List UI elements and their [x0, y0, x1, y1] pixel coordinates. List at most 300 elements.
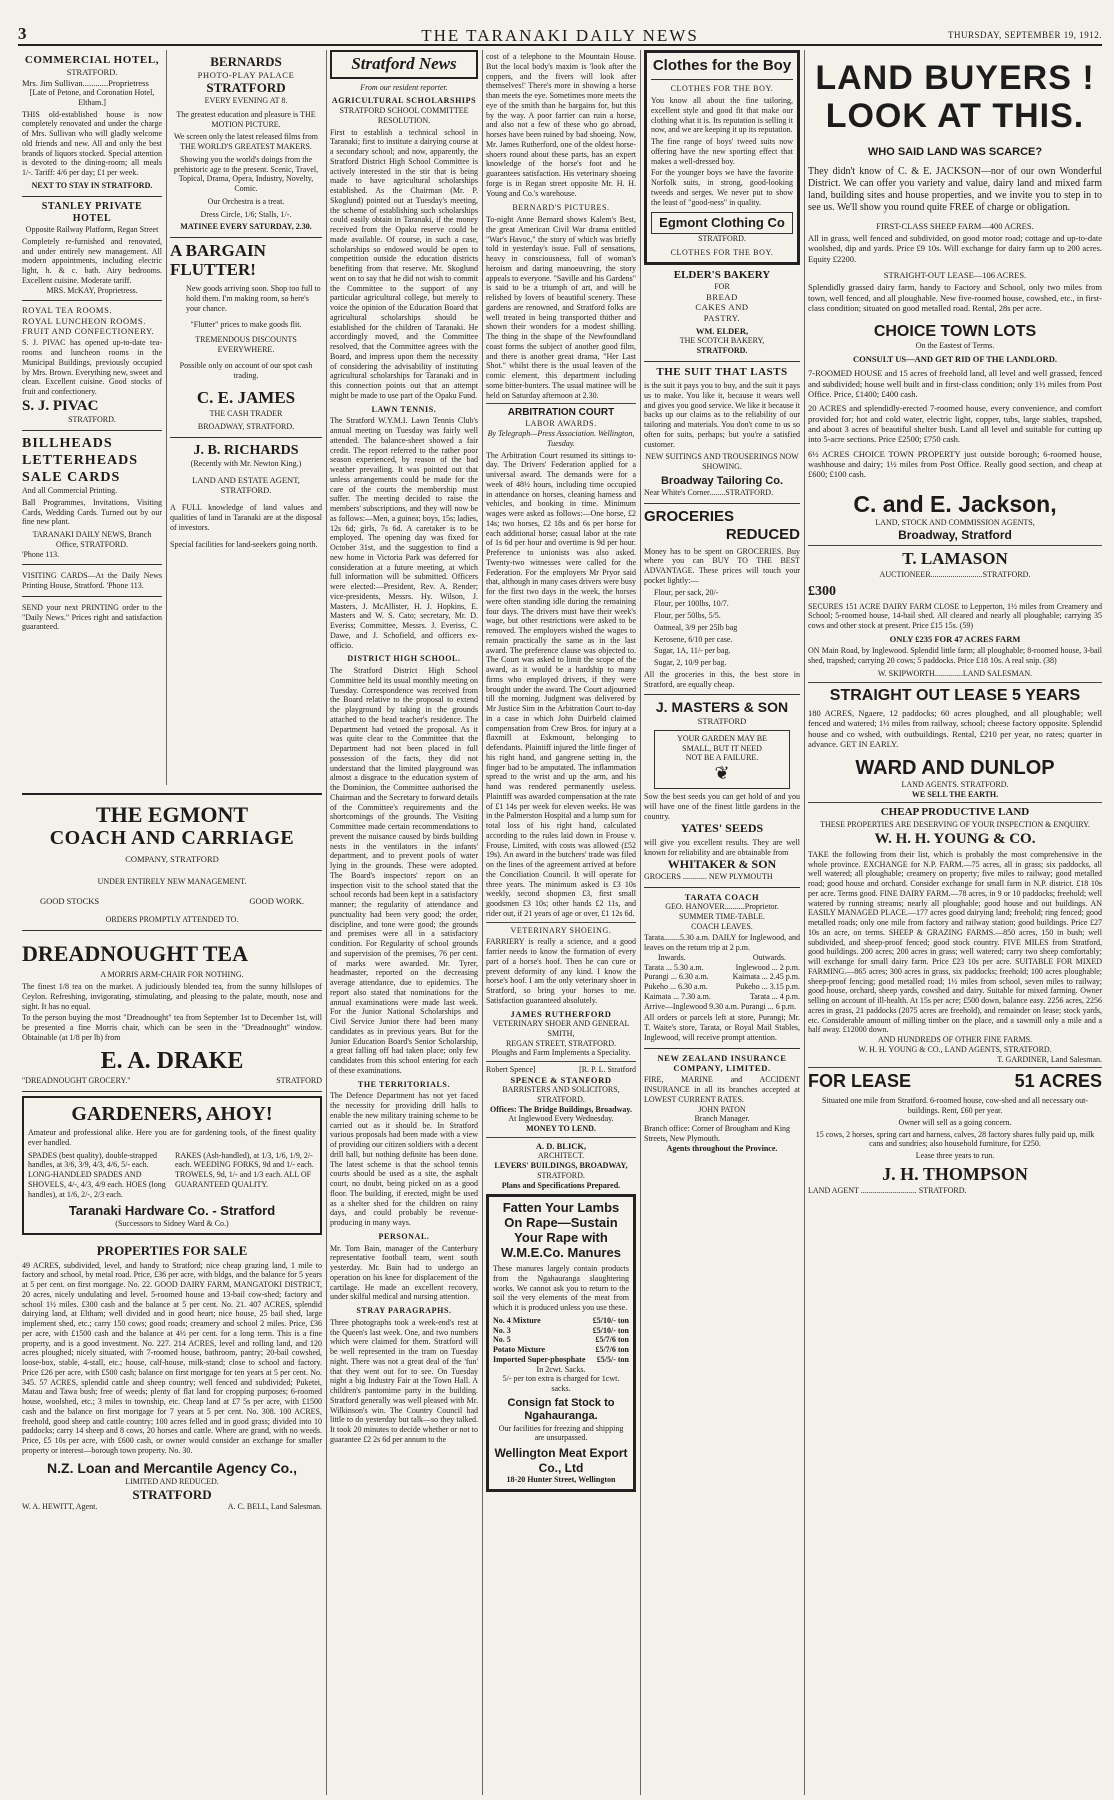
properties-for-sale-ad — [22, 1235, 322, 1517]
grocery-item: Sugar, 1A, 11/- per bag. — [654, 646, 731, 656]
ad-body: ORDERS PROMPTLY ATTENDED TO. — [105, 914, 239, 924]
ad-office: Branch office: Corner of Brougham and King Streets, New Plymouth. — [644, 1124, 791, 1143]
lease-text: 15 cows, 2 horses, spring cart and harness, calves, 28 factory shares fully paid up, milk cans and sundries; also household furniture, for £250. — [815, 1129, 1095, 1149]
ad-proprietor: MRS. McKAY, Proprietress. — [46, 285, 138, 295]
masthead — [18, 24, 1102, 46]
price-row — [493, 1316, 629, 1326]
news-sections — [330, 96, 478, 1444]
item-price: £5/10/- ton — [592, 1325, 629, 1335]
ad-heading: GROCERIES — [644, 508, 735, 526]
ad-body: Possible only on account of our spot cash trading. — [179, 360, 313, 380]
box-line: YOUR GARDEN MAY BE — [677, 733, 767, 743]
ad-place: STRATFORD. — [698, 234, 746, 244]
price-row — [493, 1345, 629, 1355]
ad-name: A. D. BLICK, — [535, 1140, 587, 1151]
ad-role: THE SCOTCH BAKERY, — [679, 336, 765, 346]
ad-heading: BERNARDS — [210, 54, 282, 69]
section-body: The Stratford W.Y.M.I. Lawn Tennis Club's annual meeting on Tuesday was fairly well attended. The balance-sheet showed a fair credit. The report referred to the rather poor season experienced, by reason of the bad weather prevailing. It was pointed out that unless arrangements could be made for the care of the courts the membership must suffer. The meeting decided to raise the members' subscriptions, and they will now be as follows:—Men, a guinea; boys, 15s; ladies, 12s 6d; girls, 7s 6d. A caretaker is to be employed. The opening day was fixed for October 31st, and the suggestion to find a new home in Victoria Park was deferred for consideration at a future meeting, at which full information will be submitted. Officers were elected:—President, Rev. A. Render; vice-presidents, Messrs. Hy. Wilson, J. Masters, J. McAllister, H. J. Hopkins, E. Masters and W. S. Cato; secretary, Mr. D. Everiss; Committee, Messrs. J. Everiss, C. Dawe, and J. Schofield, and officers ex-officio. — [330, 416, 478, 650]
timetable-header — [644, 953, 800, 963]
ad-name: E. A. DRAKE — [100, 1047, 244, 1074]
lambs-manure-ad — [486, 1194, 636, 1492]
ad-role: Branch Manager. — [694, 1114, 750, 1124]
grocery-item: Oatmeal, 3/9 per 25lb bag — [654, 622, 738, 632]
ad-heading: J. MASTERS & SON — [655, 699, 789, 716]
for-lease: FOR LEASE — [808, 1071, 912, 1092]
section-heading: LAWN TENNIS. — [371, 404, 437, 414]
column-1 — [22, 50, 162, 785]
grocery-item: Flour, per 50lbs, 5/5. — [654, 611, 721, 621]
tool-lists — [28, 1151, 316, 1200]
ad-body: FIRE, MARINE and ACCIDENT INSURANCE in all its branches accepted at LOWEST CURRENT RATES. — [644, 1075, 800, 1104]
listing-text: TAKE the following from their list, which is probably the most comprehensive in the whole province. EXCHANGE for N.P. FARM.—75 acres, all in grass; six paddocks, all well watered; all ploughable; creamery on property; five miles to railway; good metalled road; good house and orchard. Consider exchange for small farm in N.P. district. £18 10s per acre. Terms good. FINE DAIRY FARM.—78 acres, in 9 or 10 paddocks; freehold; well watered by running streams; nearly all ploughable; good house and out buildings. AN EASILY MANAGED PLACE.—177 acres good dairying land; freehold; ring fenced; good metalled roads; only one mile from factory and railway station; good buildings. Price £27 10s an acre, on terms. SHEEP & GRAZING FARMS.—850 acres, 150 in bush; well subdivided, and sheep-proof fenced; good stock country. FIVE MILES from Stratford, good buildings. 200 acres; 200 acres in grass; well watered; carry two sheep comfortably; will exchange for small dairy farm. Price £23 10s per acre. SUITABLE FOR MIXED FARMING.—865 acres; 300 acres in grass, six paddocks; freehold; 100 acres ploughable; sheep-proof fencing; good metalled road; 1½ miles from school, seven miles to railway; good house, orchard, sheep yards, cowshed and dairy. Suitable for mixed farming. Owner selling on account of ill-health. At 15s per acre; £500 down, balance easy. 2256 acres, 2256 acres in grass, 21 paddocks (2075 acres are freehold), and remainder on lease; stock yards, etc. Considerable amount of milling timber on the place, and a sawmill only a mile and a half away. £12000 down. — [808, 849, 1102, 1035]
price-row — [493, 1326, 629, 1336]
ad-offices: Offices: The Bridge Buildings, Broadway. — [490, 1104, 632, 1114]
ad-sub: SUMMER TIME-TABLE. — [679, 911, 765, 921]
column-rule — [640, 50, 641, 1795]
ad-heading: COMMERCIAL HOTEL, — [24, 54, 160, 66]
ad-footer — [22, 1502, 322, 1512]
ad-heading: A BARGAIN FLUTTER! — [170, 241, 266, 279]
visiting-cards-ad — [22, 565, 162, 597]
ad-firm: Broadway Tailoring Co. — [660, 474, 784, 487]
item-name: No. 3 — [493, 1325, 511, 1335]
news-section — [330, 654, 478, 1075]
tag-left: GOOD STOCKS — [40, 896, 100, 907]
insurance-ad — [644, 1049, 800, 1159]
tool-list: RAKES (Ash-handled), at 1/3, 1/6, 1/9, 2/- each. WEEDING FORKS, 9d and 1/- each. TROWELS, 9d, 1/- and 1/3 each. ALL OF GUARANTEED QUALITY. — [175, 1150, 314, 1189]
ad-body: is the suit it pays you to buy, and the suit it pays us to make. You like it, because it wears well and gives you good service. We like it because it backs up our claims as to the reliability of our tailoring and materials. You don't come to us so often for suits, perhaps; but you're a satisfied customer. — [644, 381, 800, 449]
price-row — [493, 1335, 629, 1345]
ad-note: Our facilities for freezing and shipping are unsurpassed. — [498, 1423, 624, 1443]
subheading: WHO SAID LAND WAS SCARCE? — [867, 146, 1043, 159]
ad-proprietor: Mrs. Jim Sullivan............Proprietress — [22, 77, 149, 88]
section-heading: CHEAP PRODUCTIVE LAND — [880, 806, 1030, 819]
ad-body: A FULL knowledge of land values and qualities of land in Taranaki are at the disposal of investors. — [170, 503, 322, 532]
ad-body: S. J. PIVAC has opened up-to-date tea-rooms and luncheon rooms in the Municipal Buildings, previously occupied by Mrs. Brown. Everything new, sweet and clean. Excellent cuisine. Good stocks of fruit and confectionery. — [22, 338, 162, 397]
item-name: Potato Mixture — [493, 1345, 546, 1355]
ad-name: WM. ELDER, — [695, 325, 749, 336]
ad-heading: DREADNOUGHT TEA — [22, 940, 248, 966]
ad-place: STRATFORD. — [696, 346, 748, 355]
section-heading: PERSONAL. — [378, 1231, 430, 1241]
firm-name: T. LAMASON — [902, 549, 1008, 569]
ad-firm: N.Z. Loan and Mercantile Agency Co., — [47, 1459, 297, 1476]
ad-heading: COACH AND CARRIAGE — [49, 827, 295, 850]
ad-address: REGAN STREET, STRATFORD. — [505, 1038, 617, 1048]
ad-name: J. B. RICHARDS — [193, 442, 299, 458]
ad-heading: THE SUIT THAT LASTS — [656, 365, 788, 378]
ad-sub: CLOTHES FOR THE BOY. — [670, 84, 774, 94]
timetable-row — [644, 982, 800, 992]
ad-body: TREMENDOUS DISCOUNTS EVERYWHERE. — [195, 335, 297, 355]
ad-phone: 'Phone 113. — [22, 549, 60, 559]
ad-address: 18-20 Hunter Street, Wellington — [506, 1475, 616, 1485]
ad-name: C. E. JAMES — [196, 388, 296, 408]
newspaper-title: THE TARANAKI DAILY NEWS — [421, 26, 699, 45]
listing-text: 20 ACRES and splendidly-erected 7-roomed house, every convenience, and comfort provided for; hot and cold water, electric light, copper, tubs, large stables, trapshed, and about 3 acres of beautiful shelter bush. Land all level and suitable for cutting up into 5-acre sections. Price £2500; £750 cash. — [808, 403, 1102, 445]
look-heading: LOOK AT THIS. — [825, 97, 1085, 136]
ad-body: The greatest education and pleasure is THE MOTION PICTURE. — [176, 109, 316, 129]
section-body: Mr. Tom Bain, manager of the Canterbury representative football team, went south yesterday. Mr. Bain had to undergo an operation on his knee for displacement of the cartilage. He made an excellent recovery, under skilful medical and nursing attention. — [330, 1243, 478, 1302]
firm-place: Broadway, Stratford — [898, 527, 1012, 542]
ad-extra: MONEY TO LEND. — [526, 1124, 596, 1134]
lease-text: Owner will sell as a going concern. — [898, 1117, 1012, 1127]
ad-signature: S. J. PIVAC — [22, 397, 99, 414]
ad-sub: A MORRIS ARM-CHAIR FOR NOTHING. — [100, 970, 244, 980]
bakery-item: BREAD — [706, 291, 738, 302]
ad-sub: LIMITED AND REDUCED. — [125, 1476, 219, 1486]
listing-text: SECURES 151 ACRE DAIRY FARM CLOSE to Lepperton, 1½ miles from Creamery and School; 5-roomed house, 14-bail shed. All cleared and nearly all ploughable; carrying 35 cows and other stock at present. Price £15 15s. (59) — [808, 601, 1102, 631]
ad-for: FOR — [714, 282, 730, 292]
ad-body: The finest 1/8 tea on the market. A judiciously blended tea, from the sunny hillslopes of Ceylon. Refreshing, invigorating, stimulating, and pleasing to the palate, mouth, nose and sight. It has no equal. — [22, 982, 322, 1011]
outward-stop: Tarata ... 4 p.m. — [749, 991, 800, 1001]
col-inwards: Inwards. — [658, 952, 686, 962]
item-price: £5/10/- ton — [592, 1315, 629, 1325]
ad-heading: Clothes for the Boy — [651, 57, 793, 80]
firm-name: W. H. H. YOUNG & CO. — [874, 830, 1036, 847]
ad-extra: Plans and Specifications Prepared. — [501, 1180, 621, 1190]
page-number: 3 — [18, 24, 27, 43]
ad-name: JOHN PATON — [698, 1104, 746, 1114]
article-body: To-night Anne Bernard shows Kalem's Best, the great American Civil War drama entitled "War's Havoc," the story of which was briefly told in yesterday's issue. Full of sensations, heavy in consciousness, full of woman's heroism and daring manoeuvring, the story appeals to everyone. "Saville and his Gardens" is said to be a triumph of art, and will be relished by lovers of beautiful scenery. These gardens are renowned, and Stratford folks are well treated in being transported thither and shown their wonders for a modest shilling. The thing in the shape of the Newfoundland coast forms the subject of another good film, and there is another great drama, "Her Last Shot." whilst there is the usual leaven of the comic element, this department including some bitter-bunters. The usual matinee will be held on Saturday afternoon at 2.30. — [486, 215, 636, 400]
firm-role: LAND AGENTS. STRATFORD. — [901, 779, 1009, 789]
ad-heading: THE EGMONT — [95, 802, 249, 827]
egmont-coach-ad — [22, 798, 322, 931]
ad-place: STRATFORD. — [537, 1170, 585, 1180]
ad-body: VISITING CARDS—At the Daily News Printing House, Stratford. 'Phone 113. — [22, 571, 162, 591]
ad-prop: GEO. HANOVER..........Proprietor. — [665, 902, 779, 912]
section-title: Stratford News — [351, 54, 457, 73]
price-headline: ONLY £235 FOR 47 ACRES FARM — [889, 633, 1021, 644]
ad-matinee: MATINEE EVERY SATURDAY, 2.30. — [180, 222, 312, 232]
listing-text: 7-ROOMED HOUSE and 15 acres of freehold land, all level and well grassed, fenced and subdivided; house well built and in first-class condition; only 1½ miles from Post Office. Price, £1400; £400 cash. — [808, 368, 1102, 399]
news-section — [330, 405, 478, 651]
ad-line: FRUIT AND CONFECTIONERY. — [22, 325, 155, 336]
consult-line: CONSULT US—AND GET RID OF THE LANDLORD. — [852, 353, 1058, 364]
section-body: Three photographs took a week-end's rest at the Queen's last week. One, and two numbers which were claimed for them. Stratford will be well represented in the tram on Tuesday night. There was not a great deal of the 'fun' that they went out for to see. On Tuesday night a big Industry Fair at the Town Hall. A children's pantomime party in the building. Stratford generally was well pleased with Mr. Wilkinson's win. The Country Council had little to do yesterday but talk—so they talked. It took 20 minutes to decide whether or not to guarantee £2 2s 6d per annum to the — [330, 1317, 478, 1444]
inward-stop: Pukeho ... 6.30 a.m. — [644, 982, 708, 992]
listing-heading: STRAIGHT-OUT LEASE—106 ACRES. — [883, 270, 1027, 281]
ad-body: The fine range of boys' tweed suits now offering have the new sporting effect that makes a well-dressed boy. — [651, 137, 793, 166]
ad-footer: All the groceries in this, the best store in Stratford, are equally cheap. — [644, 669, 800, 689]
ad-role: GROCERS ............ NEW PLYMOUTH — [644, 872, 773, 882]
firm-role: AUCTIONEER..........................STRATFORD. — [879, 569, 1031, 579]
section-sub: THESE PROPERTIES ARE DESERVING OF YOUR INSPECTION & ENQUIRY. — [820, 819, 1090, 829]
news-section — [330, 96, 478, 400]
firm-role: LAND AGENT ............................ STRATFORD. — [808, 1185, 967, 1195]
ad-arrive: Arrive—Inglewood 9.30 a.m. Purangi ... 6 p.m. — [644, 1001, 796, 1011]
section-body: The Stratford District High School Committee held its usual monthly meeting on Tuesday. Correspondence was received from the Board relative to the proposal to extend the playground by taking in the grounds attached to the head teacher's residence. The Department had vetoed the proposal. As it was quite clear to the Committee that the Department had not been placed in full possession of the facts, they did not understand that the limited playground was almost a disgrace to the education system of the Dominion, the Committee authorised the Chairman and the Secretary to forward details of the Committee's requirements and the shortcomings of the grounds. The Visiting Committee made certain recommendations to prevent the nuisance caused by birds building nests in the ventilators in the infants' department, and to prevent pools of water lying in the grounds. These were adopted. The Board's inspectors' report on an inspection visit to the school stated that the school records had been kept in a satisfactory manner; the regularity of attendance and punctuality had been very good; the order, discipline, and tone were good; the grounds and premises were all in a satisfactory condition. For Regularity of school grounds and supervision of the premises, 76 per cent. of marks were awarded. Mr. Tyrer, headmaster, reported on the decreasing average attendance, due to epidemics. The report also stated that nominations for the annual examinations were made last week. For the Junior National Scholarships and Civil Service Junior there had been many candidates as in previous years. But for the Junior Education Board's Senior Scholarship, a great falling off had taken place; only few candidates from this school entering for each of these examinations. — [330, 666, 478, 1075]
item-price: £5/7/6 ton — [595, 1335, 629, 1345]
salesman: W. SKIPWORTH..............LAND SALESMAN. — [877, 668, 1033, 678]
section-heading: AGRICULTURAL SCHOLARSHIPS — [331, 96, 477, 106]
ad-heading: PROPERTIES FOR SALE — [96, 1242, 248, 1258]
ad-body: Special facilities for land-seekers going north. — [170, 540, 318, 550]
salesman: T. GARDINER, Land Salesman. — [997, 1054, 1102, 1064]
elder-bakery-ad — [644, 265, 800, 362]
ad-heading: Fatten Your Lambs On Rape—Sustain Your Rape with W.M.E.Co. Manures — [501, 1200, 621, 1261]
richards-ad — [170, 438, 322, 556]
section-subheading: STRATFORD SCHOOL COMMITTEE RESOLUTION. — [339, 106, 469, 125]
ad-place: STRATFORD. — [537, 1094, 585, 1104]
ad-sub: PHOTO-PLAY PALACE — [197, 69, 295, 80]
commercial-hotel-ad — [22, 50, 162, 197]
price-list — [493, 1316, 629, 1365]
column-rule — [166, 50, 167, 785]
ad-body: Amateur and professional alike. Here you are for gardening tools, of the finest quality ever handled. — [28, 1128, 316, 1147]
bakery-items — [644, 292, 800, 323]
section-body: The Defence Department has not yet faced the necessity for providing drill halls to enable the new military training scheme to be carried out as it should be. In Stratford various proposals had been made with a view of providing our citizen soldiers with a decent drill hall, but nothing definite has been done. The latest scheme is that the school tennis courts should be used as a site, the asphalt court, no doubt, being picked on as a good floor. The building, if erected, might be used as a shelter shed for the children on rainy days, and could probably be revenue-producing in many ways. — [330, 1091, 478, 1228]
timetable-row — [644, 963, 800, 973]
ad-body: And all Commercial Printing. — [22, 486, 118, 496]
ad-body: We screen only the latest released films from THE WORLD'S GREATEST MAKERS. — [174, 132, 318, 152]
column-rule — [326, 50, 327, 1795]
listing-text: All in grass, well fenced and subdivided, on good motor road; cottage and up-to-date woolshed, dip and yards. Price £9 10s. Will exchange for dairy farm up to 200 acres. Equity £2200. — [808, 233, 1102, 264]
bakery-item: PASTRY. — [703, 312, 741, 323]
firm-name: WARD AND DUNLOP — [855, 756, 1055, 779]
ad-product: YATES' SEEDS — [680, 821, 764, 836]
bargain-flutter-ad — [170, 238, 322, 438]
ad-firm: Egmont Clothing Co — [651, 212, 793, 234]
shop-name: "DREADNOUGHT GROCERY." — [22, 1075, 131, 1085]
ad-body: Showing you the world's doings from the prehistoric age to the present. Scenic, Travel, Topical, Drama, Opera, Industry, Novelty, Comic. — [173, 154, 319, 194]
ad-heading: ELDER'S BAKERY — [673, 268, 771, 281]
ad-role: VETERINARY SHOER AND GENERAL SMITH, — [492, 1019, 630, 1038]
tool-list: SPADES (best quality), double-strapped handles, at 3/6, 3/9, 4/3, 4/6, 5/- each. LONG-HANDLED SPADES AND SHOVELS, 4/-, 4/3, 4/9 each. HOES (long handles), at 1/6, 2/-, 2/3 each. — [28, 1150, 166, 1199]
news-section — [330, 1232, 478, 1302]
tag-right: GOOD WORK. — [249, 896, 304, 907]
news-section — [330, 1306, 478, 1445]
article-body: The Arbitration Court resumed its sittings to-day. The Drivers' Federation applied for a universal award. The demands were for a week of 48½ hours, including time occupied in attendance on horses, cleaning harness and vehicles, and booking in time. Minimum wages were asked as follows:—One horse, £2 14s; two horses, £2 18s and 6s per horse for each additional horse; casual labor at the rate of 1s 6d per hour and overtime is 9d per hour. Preference to unionists was also asked. Twenty-two witnesses were called for the Federation. For the employers Mr Pryor said that, although in many cases drivers were busy for the first two days in the week, the horses were often standing idle during the remaining four days. The drivers must have their week's wage, but other restrictions were asked to be removed. The employers wished the wages to remain practically the same as in the last award. The preference clause was objected to. The Court was asked to limit the scope of the award, as it would be a hardship to many firms who employed drivers, if they were brought under the award. The Court adjourned till the morning. Judgment was delivered by Mr Justice Sim in the Arbitration Court to-day in a case in which John Duirbeld claimed compensation from Crew Bros. for injury at a flaxmill at Eskmount, belonging to defendants. Plaintiff injured the little finger of his right hand, and gangrene setting in, the finger had to be amputated. The inflammation spread to the wrist and up the arm, and his hand was rendered permanently useless. Plaintiff was awarded compensation at the rate of £1 14s per week for eleven weeks. He was in the Palmerston Hospital and a lump sum for total loss of his right hand, calculated according to the rules laid down in Frouse v. Frouse, Limited, with costs was allowed (£52 19s). An award in the butchers' trade was filed on the lines of the agreement arrived at before the Conciliation Council. It will operate for three years. The minimum asked is £3 10s weekly, second shopmen £3, first small goodsmen £3 10s; other hands £2 11s, and rider out, if 21 years of age or over, £1 12s 6d. — [486, 450, 636, 918]
printing-order-ad — [22, 597, 162, 637]
ad-heading: STANLEY PRIVATE HOTEL — [41, 200, 143, 224]
section-body: First to establish a technical school in Taranaki; first to institute a dairying course at a secondary school; and now, apparently, the Stratford District High School Committee is actively interested in the stir that is being made to have agricultural scholarships established. As the Chairman (Mr. P. Skoglund) pointed out at Tuesday's meeting, the scheme of establishing such scholarships could easily obtain in Taranaki, if the money received from the Opaku reserve could be made available. Of course, in such a case, scholarships so endowed would be open to competition outside the education districts benefiting from that reserve. Mr. Skoglund went on to say that he did not wish to commit the Committee to the support of any particular agricultural college, but merely to voice the opinion of the Education Board that agricultural scholarships should be established for the children of Taranaki. He accordingly moved, and the Committee resolved, that the Committee agrees with the Board, and impress upon them the necessity of considering the advisability of instituting agricultural scholarships for Taranaki and in this connection points out that an attempt might be made to use part of the Opaku Fund. — [330, 127, 478, 400]
listing-text: 6½ ACRES CHOICE TOWN PROPERTY just outside borough; 6-roomed house, washhouse and dairy; 1½ miles from Post Office. Really good section, and cheap at £600; £100 cash. — [808, 448, 1102, 480]
ad-body: THIS old-established house is now completely renovated and under the charge of Mrs. Sullivan who will gladly welcome old friends and new. All and only the best brands of liquors stocked. Special attention is devoted to the dining-room; all meals 1/-. Tariff: 4/6 per day; £1 per week. — [22, 109, 162, 178]
ad-sub: COMPANY, STRATFORD — [125, 854, 219, 865]
ad-tagline — [22, 896, 322, 906]
ad-body: You know all about the fine tailoring, excellent style and good fit that make our clothing what it is. Its reputation is selling it now, and we are keeping it up its reputation. — [651, 96, 793, 135]
dreadnought-tea-ad — [22, 931, 322, 1092]
ad-address: Opposite Railway Platform, Regan Street — [25, 225, 159, 234]
ad-note: 5/- per ton extra is charged for 1cwt. sacks. — [502, 1374, 620, 1394]
pivac-rooms-ad — [22, 301, 162, 431]
news-section — [330, 1080, 478, 1228]
article-heading: BERNARD'S PICTURES. — [512, 203, 610, 213]
seed-icon: ❦ — [714, 763, 730, 784]
ad-line: LETTERHEADS — [22, 452, 139, 468]
ad-name: SPENCE & STANFORD — [510, 1074, 612, 1085]
bernards-palace-ad — [170, 50, 322, 238]
stanley-hotel-ad — [22, 197, 162, 302]
ad-extra: Ploughs and Farm Implements a Speciality. — [491, 1048, 631, 1058]
byline: From our resident reporter. — [360, 82, 448, 92]
issue-date: THURSDAY, SEPTEMBER 19, 1912. — [947, 30, 1102, 40]
ad-heading: GARDENERS, AHOY! — [71, 1102, 273, 1125]
column-4 — [486, 50, 636, 1795]
ad-sub: (Successors to Sidney Ward & Co.) — [115, 1219, 229, 1229]
box-line: NOT BE A FAILURE. — [685, 753, 759, 763]
suit-that-lasts-ad — [644, 362, 800, 504]
timetable-row — [644, 972, 800, 982]
firm-slogan: WE SELL THE EARTH. — [911, 789, 999, 799]
ad-place: STRATFORD — [132, 1486, 212, 1502]
garden-box — [654, 730, 790, 789]
stratford-news-banner — [330, 50, 478, 79]
column-5 — [644, 50, 800, 1795]
ad-company: Wellington Meat Export Co., Ltd — [494, 1446, 628, 1475]
listing-text: ON Main Road, by Inglewood. Splendid little farm; all ploughable; 8-roomed house, 3-bail shed, trapshed; carrying 20 cows; 5 paddocks. Price £18 10s. A real snip. (38) — [808, 646, 1102, 666]
ad-body: SEND your next PRINTING order to the "Daily News." Prices right and satisfaction guaranteed. — [22, 602, 162, 632]
listing-text: Splendidly grassed dairy farm, handy to Factory and School, only two miles from town, well fenced, and all ploughable. New five-roomed house, cowshed, etc., in first-class condition; situated on good metalled road. Rental, 28s per acre. — [808, 282, 1102, 314]
grocery-item: Flour, per sack, 20/- — [654, 587, 719, 597]
item-name: No. 4 Mixture — [493, 1315, 541, 1325]
article-continuation: cost of a telephone to the Mountain House. But the local body's maxim is 'look after the coppers, and the fivers will look after themselves!' There's more in showing a horse than meets the eye. Sometimes more meets the eye of the smith than he bargains for, but this by the way. A poor farrier can ruin a horse, and also not a few of these who go abroad, horses have been ruined by bad shoeing. Now, Mr. James Rutherford, one of the oldest horse-shoers round about these parts, has an expert knowledge of the horse's foot and he guarantees satisfaction. His veterinary shoeing forge is in Regan street opposite Mr. H. H. Young and Co.'s warehouse. — [486, 52, 636, 198]
ad-place: BROADWAY, STRATFORD. — [197, 421, 295, 431]
price-row — [493, 1355, 629, 1365]
ad-role: THE CASH TRADER — [209, 409, 283, 419]
ad-footer: CLOTHES FOR THE BOY. — [670, 247, 774, 257]
gardeners-ad — [22, 1096, 322, 1235]
article-heading: ARBITRATION COURT — [507, 407, 615, 419]
outward-stop: Inglewood ... 2 p.m. — [735, 962, 800, 972]
firm-name: C. and E. Jackson, — [853, 490, 1057, 517]
section-heading: DISTRICT HIGH SCHOOL. — [347, 654, 461, 664]
price-headline: £300 — [808, 583, 836, 599]
ad-body: All orders or parcels left at store, Purangi; Mr. T. Waite's store, Tarata, or Royal Mail Stables, Inglewood, will receive prompt attention. — [644, 1013, 800, 1042]
column-3 — [330, 50, 478, 1795]
ad-heading: VETERINARY SHOEING. — [510, 925, 612, 935]
inward-stop: Kaimata ... 7.30 a.m. — [644, 991, 711, 1001]
item-name: Imported Super-phosphate — [493, 1354, 586, 1364]
ad-note: In 2cwt. Sacks. — [536, 1364, 586, 1374]
ad-body: For the younger boys we have the favorite Norfolk suits, in strong, good-looking tweeds and serges. We never put to show the least of "good-ness" in quality. — [651, 168, 793, 207]
ad-body: Our Orchestra is a treat. — [207, 196, 285, 206]
listing-text: 180 ACRES, Ngaere, 12 paddocks; 60 acres ploughed, and all ploughable; well fenced and watered; 1½ miles from railway, school; cheese factory opposite. Splendid house and co wshed, with outbuildings. Rental, £210 per year, no rates; quarter in advance. GET IN EARLY. — [808, 708, 1102, 750]
listing-more: AND HUNDREDS OF OTHER FINE FARMS. — [877, 1035, 1033, 1045]
ad-place: STRATFORD. — [66, 67, 118, 78]
listing-heading: FIRST-CLASS SHEEP FARM—400 ACRES. — [876, 220, 1034, 231]
section-heading: CHOICE TOWN LOTS — [873, 322, 1037, 340]
box-line: SMALL, BUT IT NEED — [682, 743, 762, 753]
outward-stop: Pukeho ... 3.15 p.m. — [735, 982, 800, 992]
ad-place: STRATFORD — [206, 80, 286, 96]
ad-body: FARRIERY is really a science, and a good farrier needs to know the formation of every part of a horse's hoof. Then he can cure or prevent deformity of any kind. I know the horse's hoof. I am the only veterinary shoer in Stratford, so bring your horses to me. Satisfaction guaranteed absolutely. — [486, 937, 636, 1005]
ad-consign: Consign fat Stock to Ngahauranga. — [507, 1396, 615, 1423]
bakery-item: CAKES AND — [695, 302, 749, 313]
acres: 51 ACRES — [1014, 1071, 1102, 1092]
masters-seeds-ad — [644, 695, 800, 887]
ad-firm: WHITAKER & SON — [667, 857, 777, 872]
lease-text: Situated one mile from Stratford. 6-roomed house, cow-shed and all necessary out-buildings. Rent, £60 per year. — [822, 1096, 1088, 1116]
ad-when: EVERY EVENING AT 8. — [204, 96, 288, 106]
column-2 — [170, 50, 322, 785]
ad-line: ROYAL LUNCHEON ROOMS. — [22, 315, 146, 326]
ad-place: STRATFORD. — [68, 415, 116, 425]
ad-agents: Agents throughout the Province. — [666, 1143, 778, 1153]
ad-name: JAMES RUTHERFORD — [510, 1008, 612, 1019]
grocery-item: Kerosene, 6/10 per case. — [654, 634, 733, 644]
tarata-coach-ad — [644, 888, 800, 1049]
ad-heading: NEW ZEALAND INSURANCE COMPANY, LIMITED. — [657, 1052, 787, 1074]
ad-role: BARRISTERS AND SOLICITORS, — [502, 1085, 620, 1095]
timetable-row — [644, 992, 800, 1002]
firm-role: LAND, STOCK AND COMMISSION AGENTS, — [875, 517, 1035, 527]
ad-body: Money has to be spent on GROCERIES. Buy where you can BUY TO THE BEST ADVANTAGE. These prices will touch your pocket lightly:— — [644, 546, 800, 585]
section-sub: On the Eastest of Terms. — [915, 341, 995, 351]
partner-name: Robert Spence] — [486, 1065, 536, 1075]
ad-footer — [22, 1076, 322, 1086]
inward-stop: Purangi ... 6.30 a.m. — [644, 972, 709, 982]
ad-body: Completely re-furnished and renovated, and under entirely new management. All modern appointments, including electric light, h. & c. bath. Airy bedrooms. Excellent cuisine. Moderate tariff. — [22, 236, 162, 285]
outward-stop: Kaimata ... 2.45 p.m. — [732, 972, 800, 982]
shop-place: STRATFORD — [276, 1075, 322, 1085]
ad-extra: At Inglewood Every Wednesday. — [508, 1114, 614, 1124]
ad-body: "Flutter" prices to make goods flit. — [190, 319, 302, 329]
timetable — [644, 963, 800, 1002]
salesman-name: A. C. BELL, Land Salesman. — [227, 1502, 322, 1512]
ad-sub: (Recently with Mr. Newton King.) — [190, 458, 302, 468]
ad-line: ROYAL TEA ROOMS. — [22, 305, 113, 316]
ad-place: STRATFORD — [697, 716, 747, 727]
lease-text: Lease three years to run. — [915, 1151, 995, 1161]
firm-signature: W. H. H. YOUNG & CO., LAND AGENTS, STRATFORD. — [858, 1044, 1052, 1054]
grocery-item: Flour, per 100lbs, 10/7. — [654, 599, 729, 609]
ad-body: UNDER ENTIRELY NEW MANAGEMENT. — [97, 876, 247, 886]
column-rule — [804, 50, 805, 1795]
section-heading: STRAY PARAGRAPHS. — [356, 1306, 452, 1316]
ad-body: These manures largely contain products from the Ngahauranga slaughtering works. We cannot ask you to return to the soil the very elements of the meat from which it is produced unless you use these. — [493, 1264, 629, 1313]
ad-office: TARANAKI DAILY NEWS, Branch Office, STRATFORD. — [32, 530, 152, 549]
ad-body: 49 ACRES, subdivided, level, and handy to Stratford; nice cheap grazing land, 1 mile to factory and school, by metal road. Price, £36 per acre, with bldgs, and the balance for 5 years at 5 per cent. on first mortgage. No. 22. GOOD DAIRY FARM, MANGATOKI DISTRICT, 20 acres, nicely undulating and level. 5-roomed house and 13-bail cow-shed; factory and school 1½ miles. £300 cash and the balance at 5 per cent. No. 21. 407 ACRES, splendid dairying land, at Eltham; well divided and in good heart; nice house, 25 bail shed, large implement shed, etc.; carry 150 cows; good roads; creamery and school 2 miles. Price, £36 per acre, with £1500 cash and the balance at 4½ per cent. for a long term. This is a fine property, and is a good investment. No. 227. 214 ACRES, level and rolling land, and 120 acres ploughed; nicely situated, with 7-roomed house, bathroom, pantry; 20-bail cowshed, loose-box, stable, 4-stall, etc.; house, calf-house, milk-stand; close to school and factory. Price £26 per acre, with £500 cash; balance on first mortgage for ten years at 5 per cent. No. 345. 57 ACRES, splendid cattle and sheep country; well fenced and subdivided; Puketei, Matau and Tawa bush; free of weeds; plenty of flat land for cropping purposes; 6-roomed house, woolshed, etc.; 3 miles to township, etc. Cheap land at £7 5s per acre, with £1500 cash and the balance on first mortgage for 7 years at 5 per cent. No. 308. 100 ACRES, freehold, good sheep and cattle country; 100 acres felled and in good grass; divided into 10 paddocks; carry 14 sheep and 8 cows, 20 horses and cattle. Where are grand, with no weeds. Price, £5 10s per acre, with £600 cash, or owner would consider an exchange for smaller property or interest—borough town property. No. 30. — [22, 1260, 322, 1455]
grocery-item: Sugar, 2, 10/9 per bag. — [654, 658, 727, 668]
column-rule — [482, 50, 483, 1795]
ad-body: Tarata........5.30 a.m. DAILY for Inglewood, and leaves on the return trip at 2 p.m. — [644, 933, 800, 953]
item-name: No. 5 — [493, 1335, 511, 1345]
article-dateline: By Telegraph—Press Association. Wellington, Tuesday. — [487, 429, 635, 448]
ad-body: will give you excellent results. They are well known for reliability and are obtainable from — [644, 837, 800, 857]
partner-name: [R. P. L. Stratford — [579, 1065, 636, 1075]
ad-note: NEXT TO STAY IN STRATFORD. — [31, 180, 153, 190]
printing-ad — [22, 431, 162, 565]
intro-text: They didn't know of C. & E. JACKSON—nor of our own Wonderful District. We can offer you variety and value, dairy land and mixed farm land, building sites and house properties, and we invite you to step in to see us. We'll show you round quite FREE of charge or obligation. — [808, 165, 1102, 214]
ad-role: ARCHITECT. — [537, 1151, 585, 1161]
ad-sub: COACH LEAVES. — [691, 921, 753, 931]
ad-body: Ball Programmes, Invitations, Visiting Cards, Wedding Cards. Turned out by our fine new plant. — [22, 497, 162, 527]
section-heading: THE TERRITORIALS. — [357, 1079, 451, 1089]
ad-address: LEVERS' BUILDINGS, BROADWAY, — [494, 1161, 628, 1171]
for-lease-heading — [808, 1071, 1102, 1093]
ad-body: New goods arriving soon. Shop too full to hold them. I'm making room, so here's your chance. — [186, 284, 321, 313]
item-price: £5/5/- ton — [596, 1354, 629, 1364]
ad-note: NEW SUITINGS AND TROUSERINGS NOW SHOWING. — [645, 452, 799, 472]
land-buyers-heading: LAND BUYERS ! — [815, 59, 1095, 97]
ad-note: [Late of Petone, and Coronation Hotel, Eltham.] — [29, 88, 155, 107]
section-heading: STRAIGHT OUT LEASE 5 YEARS — [829, 686, 1081, 704]
ad-line: SALE CARDS — [22, 470, 121, 486]
ad-body: Sow the best seeds you can get hold of and you will have one of the finest little gardens in the country. — [644, 792, 800, 821]
ad-body: To the person buying the most "Dreadnought" tea from September 1st to December 1st, will be presented a fine Morris chair, which can be seen in the "Dreadnought" window. Obtainable (at 1/8 per lb) from — [22, 1013, 322, 1042]
agent-name: W. A. HEWITT, Agent. — [22, 1502, 98, 1512]
ad-line: BILLHEADS — [22, 435, 113, 451]
article-subheading: LABOR AWARDS. — [525, 419, 597, 429]
item-price: £5/7/6 ton — [595, 1345, 629, 1355]
column-6 — [808, 50, 1102, 1795]
spence-names — [486, 1065, 636, 1075]
ad-prices: Dress Circle, 1/6; Stalls, 1/-. — [200, 209, 292, 219]
col-outwards: Outwards. — [752, 952, 786, 962]
bottom-left-block — [22, 790, 322, 1795]
